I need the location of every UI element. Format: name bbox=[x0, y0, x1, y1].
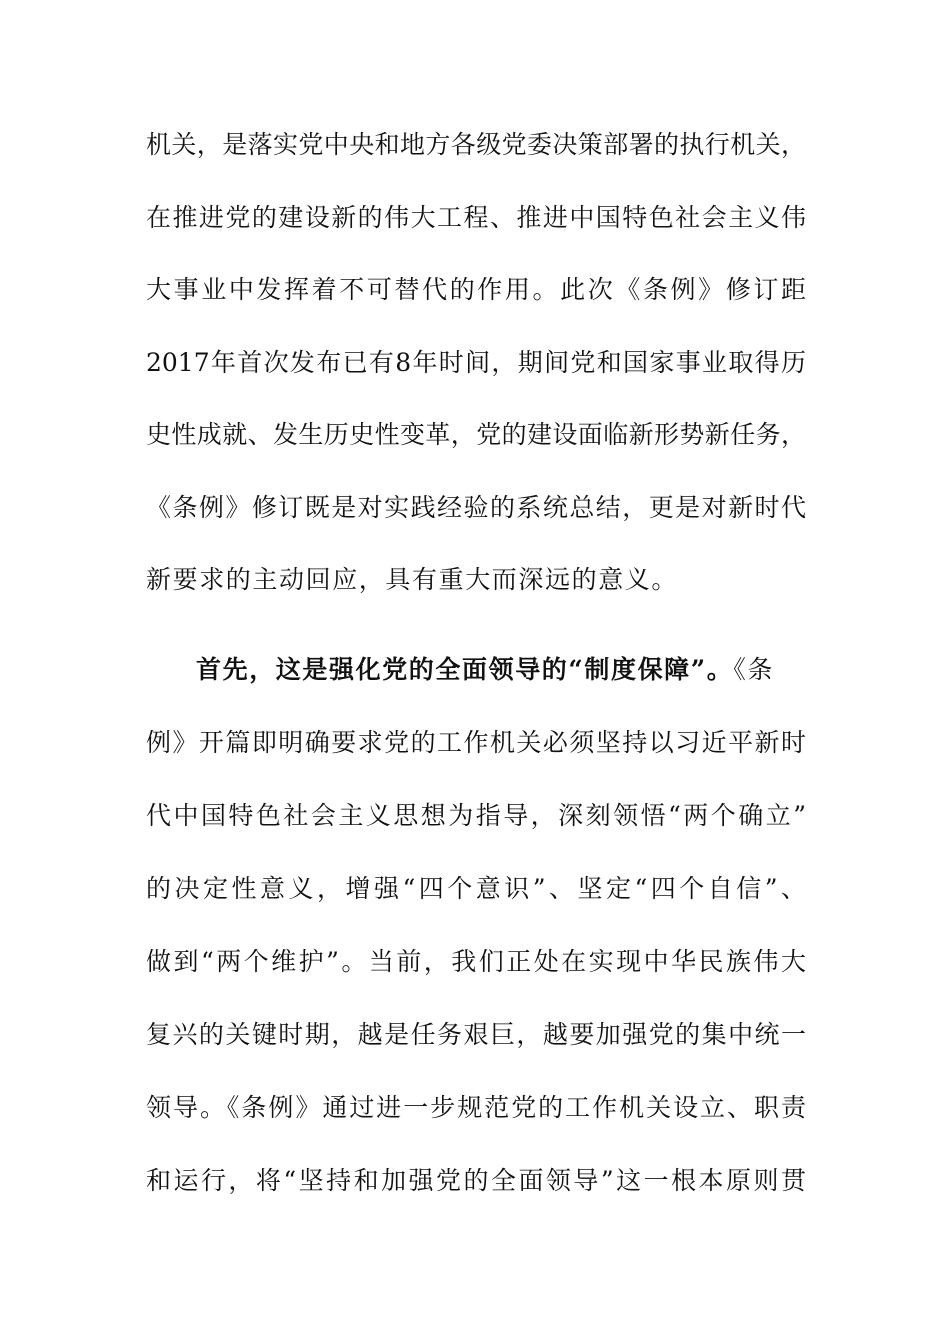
text-line: 做到“两个维护”。当前，我们正处在实现中华民族伟大 bbox=[146, 947, 806, 976]
text-line-last: 新要求的主动回应，具有重大而深远的意义。 bbox=[146, 565, 679, 594]
text-line: 在推进党的建设新的伟大工程、推进中国特色社会主义伟 bbox=[146, 203, 806, 232]
paragraph-heading-line bbox=[196, 650, 806, 690]
paragraph-heading: 首先，这是强化党的全面领导的“制度保障”。 bbox=[196, 655, 734, 684]
text-line: 领导。《条例》通过进一步规范党的工作机关设立、职责 bbox=[146, 1093, 806, 1122]
text-line: 2017年首次发布已有8年时间，期间党和国家事业取得历 bbox=[146, 348, 806, 377]
text-line: 的决定性意义，增强“四个意识”、坚定“四个自信”、 bbox=[146, 874, 806, 903]
text-line: 大事业中发挥着不可替代的作用。此次《条例》修订距 bbox=[146, 275, 806, 304]
text-line: 复兴的关键时期，越是任务艰巨，越要加强党的集中统一 bbox=[146, 1020, 806, 1049]
text-line: 《条例》修订既是对实践经验的系统总结，更是对新时代 bbox=[146, 493, 806, 522]
text-line: 例》开篇即明确要求党的工作机关必须坚持以习近平新时 bbox=[146, 728, 806, 757]
text-line: 和运行，将“坚持和加强党的全面领导”这一根本原则贯 bbox=[146, 1166, 806, 1195]
heading-line-rest: 《条 bbox=[733, 655, 775, 684]
text-line: 代中国特色社会主义思想为指导，深刻领悟“两个确立” bbox=[146, 801, 806, 830]
text-line: 史性成就、发生历史性变革，党的建设面临新形势新任务， bbox=[146, 420, 806, 449]
text-line: 机关，是落实党中央和地方各级党委决策部署的执行机关， bbox=[146, 130, 806, 159]
